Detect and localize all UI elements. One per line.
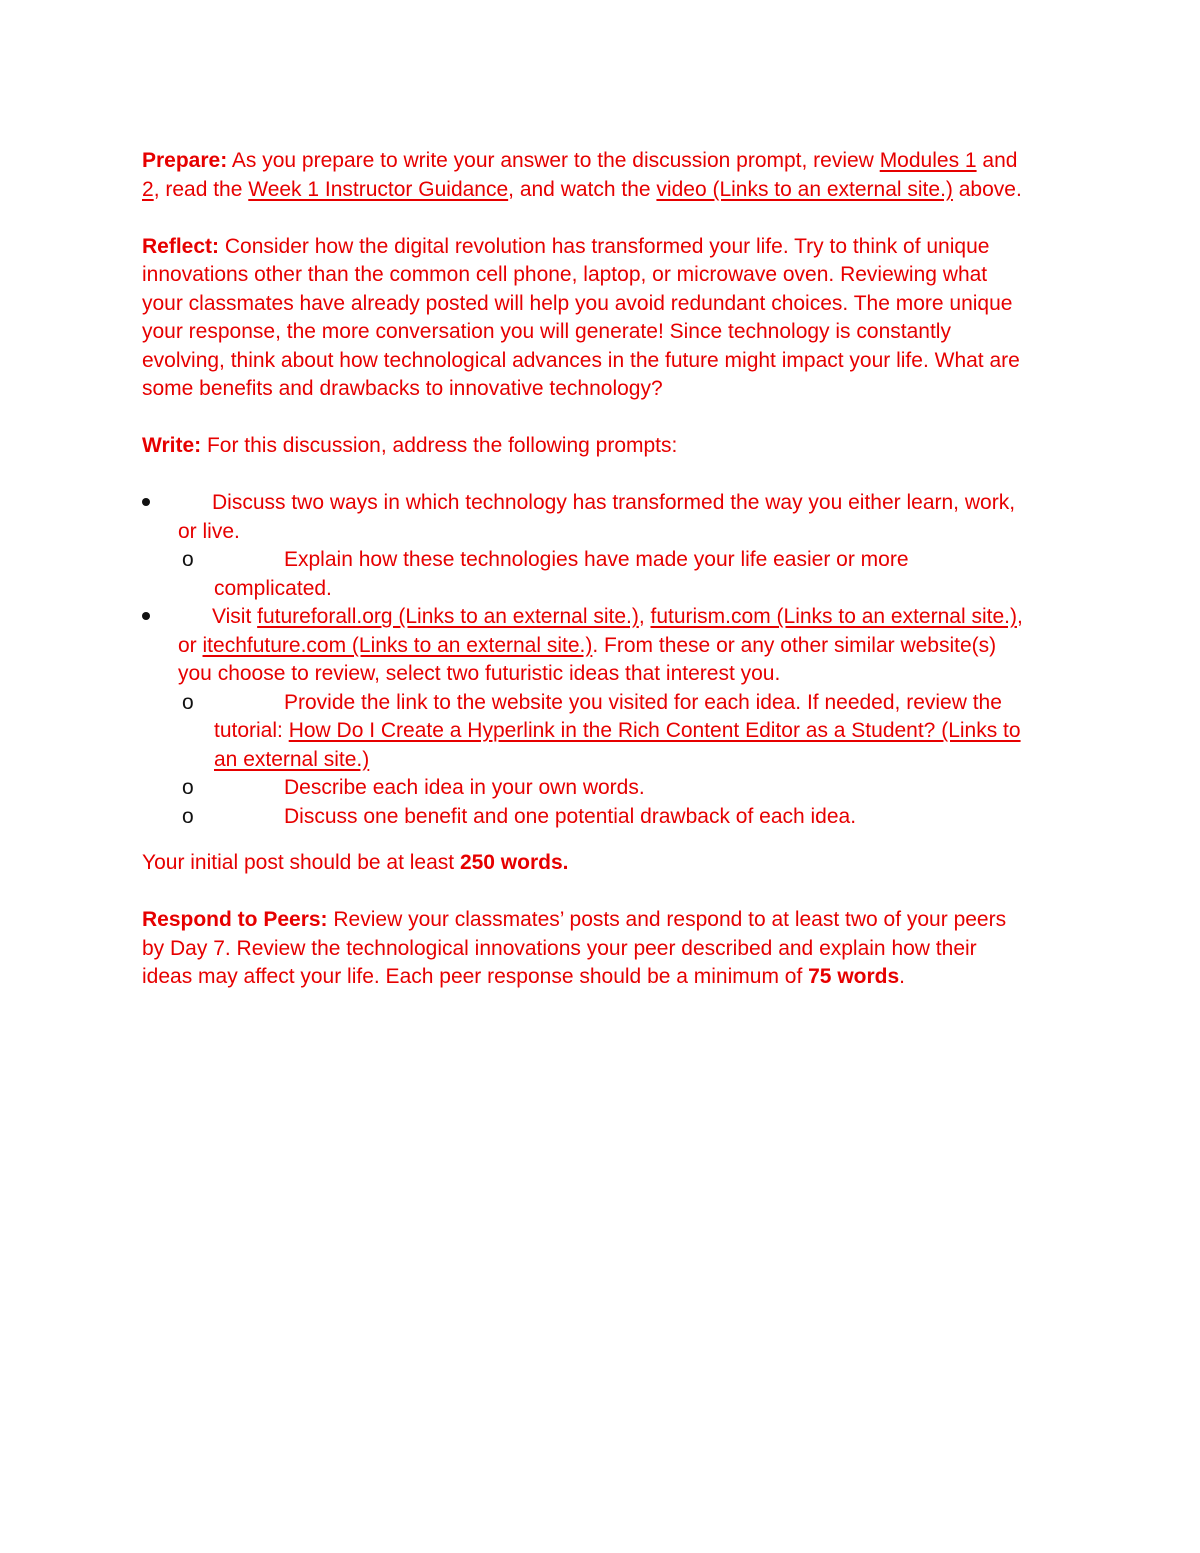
write-paragraph	[142, 432, 1032, 461]
respond-word-count: 75 words	[808, 965, 900, 988]
bullet-icon	[142, 603, 150, 632]
initial-post-word-count: 250 words.	[459, 851, 569, 874]
list-subitem	[142, 689, 1032, 775]
hyperlink-tutorial-link[interactable]: How Do I Create a Hyperlink in the Rich Content Editor as a Student? (Links to an external site.)	[214, 719, 1021, 771]
separator-text: ,	[638, 605, 651, 628]
prepare-text-above: above.	[952, 177, 1022, 201]
list-item-text: . From these or any other similar website(s) you choose to review, select two futuristic ideas that interest you.	[178, 633, 997, 685]
separator-text: , or	[178, 605, 1023, 657]
prepare-text-and: and	[976, 149, 1018, 172]
reflect-label: Reflect:	[142, 234, 220, 258]
sub-bullet-icon: o	[182, 804, 194, 828]
respond-end: .	[899, 965, 906, 988]
write-label: Write:	[142, 434, 202, 457]
visit-text: Visit	[212, 605, 258, 628]
futureforall-link[interactable]: futureforall.org (Links to an external site.)	[257, 605, 639, 628]
list-item	[142, 489, 1032, 546]
respond-text: Review your classmates’ posts and respond to at least two of your peers by Day 7. Review the technological innovations your peer described and explain how their ideas may affect your life. Each peer response should be a minimum of	[142, 908, 1007, 988]
instructor-guidance-link[interactable]: Week 1 Instructor Guidance	[248, 177, 509, 201]
prepare-text-watch: , and watch the	[508, 177, 657, 201]
list-subitem	[142, 546, 1032, 603]
prepare-label: Prepare:	[142, 149, 228, 172]
reflect-paragraph	[142, 233, 1032, 404]
modules-1-link[interactable]: Modules 1	[879, 149, 977, 172]
list-item-text: Discuss two ways in which technology has transformed the way you either learn, work, or live.	[178, 491, 1016, 543]
write-text: For this discussion, address the following prompts:	[201, 434, 678, 457]
list-subitem-text: Describe each idea in your own words.	[284, 776, 645, 799]
list-subitem-text: Discuss one benefit and one potential drawback of each idea.	[284, 804, 857, 828]
sub-bullet-icon: o	[182, 776, 194, 799]
list-subitem-text: Explain how these technologies have made your life easier or more complicated.	[214, 548, 909, 600]
module-2-link[interactable]: 2	[142, 177, 154, 201]
respond-label: Respond to Peers:	[142, 908, 328, 931]
assignment-instructions	[142, 147, 1032, 992]
itechfuture-link[interactable]: itechfuture.com (Links to an external site.)	[202, 633, 593, 657]
prepare-text: As you prepare to write your answer to the discussion prompt, review	[227, 149, 880, 172]
prepare-paragraph	[142, 147, 1032, 204]
futurism-link[interactable]: futurism.com (Links to an external site.)	[650, 605, 1017, 628]
initial-post-text: Your initial post should be at least	[142, 851, 460, 874]
list-item	[142, 603, 1032, 689]
prompt-list	[142, 489, 1032, 831]
bullet-icon	[142, 489, 150, 518]
list-subitem	[142, 803, 1032, 832]
list-subitem-text: Provide the link to the website you visited for each idea. If needed, review the tutorial:	[214, 690, 1002, 742]
initial-post-paragraph	[142, 849, 1032, 878]
list-subitem	[142, 774, 1032, 803]
sub-bullet-icon: o	[182, 690, 194, 714]
prepare-text-read: , read the	[153, 177, 249, 201]
reflect-text: Consider how the digital revolution has transformed your life. Try to think of unique innovations other than the common cell phone, laptop, or microwave oven. Reviewing what your classmates have already posted will help you avoid redundant choices. The more unique your response, the more conversation you will generate! Since technology is constantly evolving, think about how technological advances in the future might impact your life. What are some benefits and drawbacks to innovative technology?	[142, 234, 1020, 400]
respond-paragraph	[142, 906, 1032, 992]
sub-bullet-icon: o	[182, 548, 194, 571]
video-link[interactable]: video (Links to an external site.)	[656, 177, 953, 201]
